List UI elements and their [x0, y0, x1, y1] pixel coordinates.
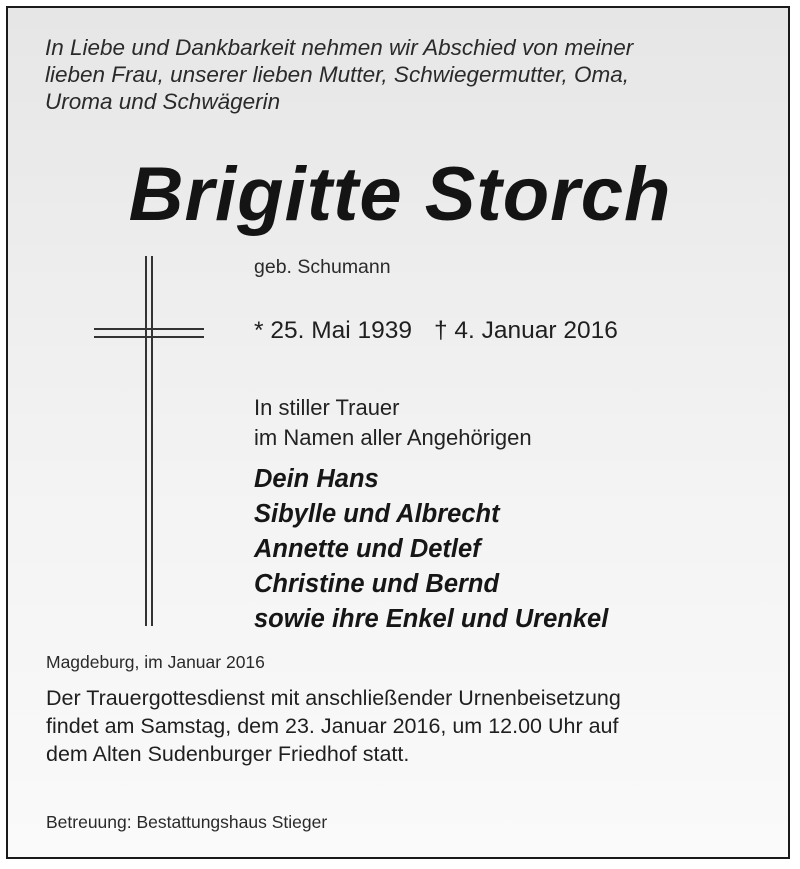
family-member: sowie ihre Enkel und Urenkel: [254, 605, 609, 633]
intro-line: Uroma und Schwägerin: [45, 89, 281, 114]
family-member: Dein Hans: [254, 465, 379, 493]
intro-text: [45, 34, 765, 115]
service-line: dem Alten Sudenburger Friedhof statt.: [46, 742, 410, 766]
cross-icon: [94, 256, 204, 626]
family-list: [254, 462, 608, 637]
mourning-line: In stiller Trauer: [254, 395, 400, 420]
family-member: Annette und Detlef: [254, 535, 481, 563]
service-line: Der Trauergottesdienst mit anschließender Urnenbeisetzung: [46, 686, 621, 710]
mourning-line: im Namen aller Angehörigen: [254, 425, 532, 450]
birth-name: geb. Schumann: [254, 256, 391, 278]
life-dates: [254, 317, 618, 345]
mourning-text: [254, 393, 532, 453]
service-line: findet am Samstag, dem 23. Januar 2016, um 12.00 Uhr auf: [46, 714, 619, 738]
deceased-name: Brigitte Storch: [128, 152, 672, 237]
funeral-home: Betreuung: Bestattungshaus Stieger: [46, 812, 328, 832]
death-date: † 4. Januar 2016: [434, 317, 618, 344]
family-member: Sibylle und Albrecht: [254, 500, 500, 528]
place-date: Magdeburg, im Januar 2016: [46, 652, 265, 672]
intro-line: In Liebe und Dankbarkeit nehmen wir Abschied von meiner: [45, 35, 634, 60]
birth-date: * 25. Mai 1939: [254, 317, 412, 344]
intro-line: lieben Frau, unserer lieben Mutter, Schwiegermutter, Oma,: [45, 62, 630, 87]
family-member: Christine und Bernd: [254, 570, 500, 598]
service-info: [46, 684, 786, 768]
